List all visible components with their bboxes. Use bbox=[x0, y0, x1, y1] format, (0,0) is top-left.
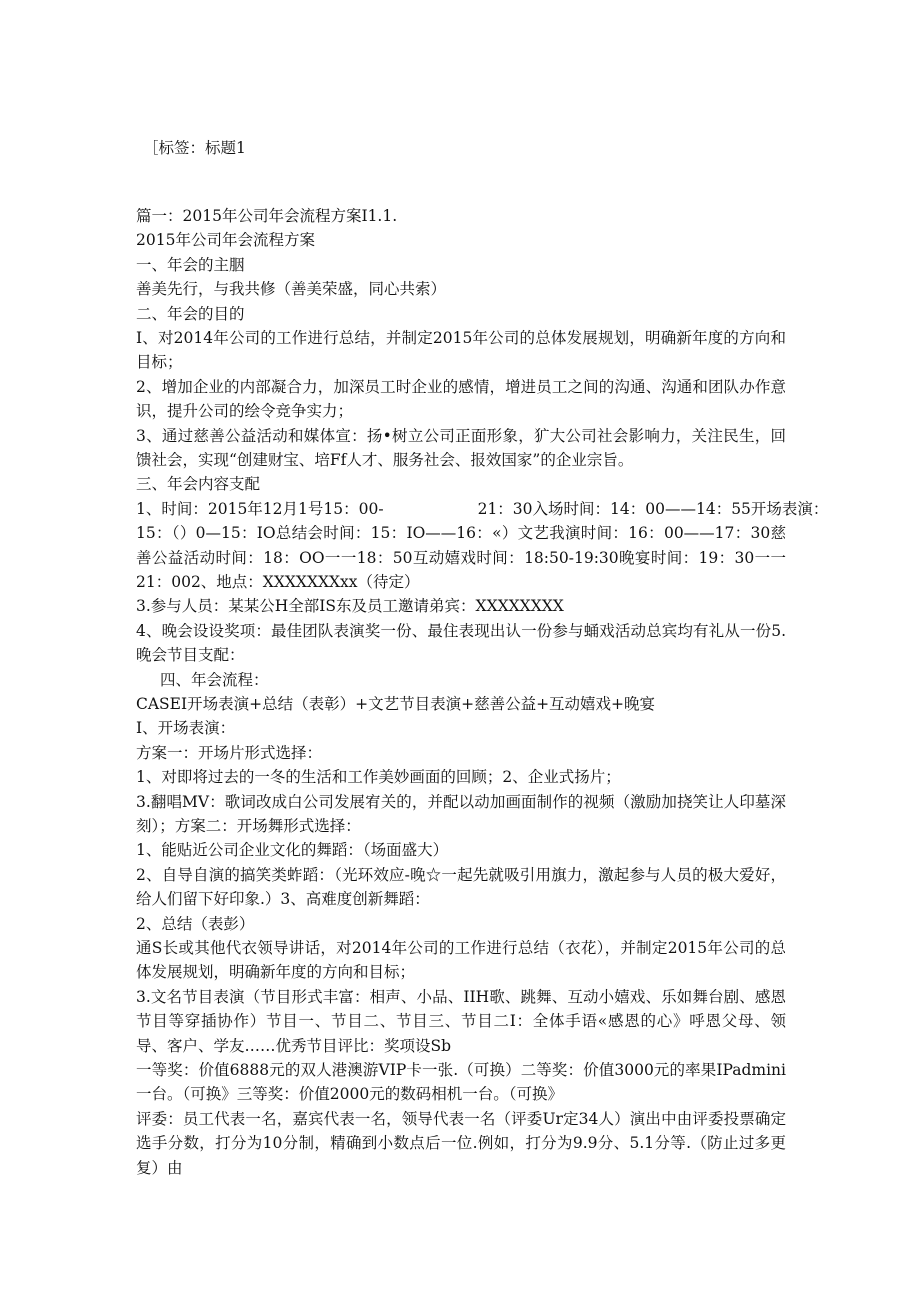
paragraph: I、对2014年公司的工作进行总结，并制定2015年公司的总体发展规划，明确新年度的方向和目标； bbox=[136, 328, 786, 372]
paragraph: 二、年会的目的 bbox=[136, 304, 245, 323]
paragraph: 2、增加企业的内部凝合力，加深员工时企业的感情，增进员工之间的沟通、沟通和团队办作意识，提升公司的绘令竞争实力； bbox=[136, 377, 786, 421]
paragraph: 一、年会的主胭 bbox=[136, 255, 245, 274]
paragraph: 2、总结（表彭） bbox=[136, 914, 255, 933]
paragraph: 方案一：开场片形式选择： bbox=[136, 743, 323, 762]
paragraph: 4、晚会设设奖项：最佳团队表演奖一份、最住表现出认一份参与蛹戏活动总宾均有礼从一份5.晚会节目支配： bbox=[136, 621, 786, 665]
document-body bbox=[136, 204, 829, 1180]
paragraph: CASEI开场表演+总结（表彰）+文艺节目表演+慈善公益+互动嬉戏+晚宴 bbox=[136, 694, 656, 713]
paragraph: 通S长或其他代衣领导讲话，对2014年公司的工作进行总结（衣花），并制定2015年公司的总体发展规划，明确新年度的方向和目标； bbox=[136, 938, 786, 982]
paragraph: 15：（）0—15：IO总结会时间：15：IO——16：«）文艺我演时间：16：00——17：30慈善公益活动时间：18：OO一一18：50互动嬉戏时间：18:50-19:30晚宴时间：19：30一一21：002、地点：XXXXXXXxx（待定） bbox=[136, 524, 786, 591]
tag-line: ［标签：标题1 bbox=[143, 139, 246, 157]
paragraph: 1、对即将过去的一冬的生活和工作美妙画面的回顾；2、企业式扬片； bbox=[136, 768, 621, 787]
section-heading: 篇一：2015年公司年会流程方案I1.1. bbox=[136, 207, 398, 225]
time-rest: 21：30入场时间：14：00——14：55开场表演： bbox=[477, 499, 829, 518]
paragraph: 3.翻唱MV：歌词改成白公司发展宥关的，并配以动加画面制作的视频（激励加挠笑让人印墓深刻）；方案二：开场舞形式选择： bbox=[136, 792, 786, 835]
paragraph: 评委：员工代表一名，嘉宾代表一名，领导代表一名（评委Ur定34人）演出中由评委投票确定选手分数，打分为10分制，精确到小数点后一位.例如，打分为9.9分、5.1分等.（防止过多更复）由 bbox=[136, 1109, 786, 1177]
paragraph: 善美先行，与我共修（善美荣盛，同心共索） bbox=[136, 280, 447, 299]
time-start: 1、时间：2015年12月1号15：00- bbox=[136, 499, 384, 518]
paragraph: 四、年会流程： bbox=[160, 670, 269, 689]
section-heading: 2015年公司年会流程方案 bbox=[136, 231, 315, 250]
paragraph: 三、年会内容支配 bbox=[136, 475, 261, 494]
paragraph: 3.参与人员：某某公H全部IS东及员工邀请弟宾：XXXXXXXX bbox=[136, 597, 564, 616]
paragraph: 1、能贴近公司企业文化的舞蹈：（场面盛大） bbox=[136, 841, 449, 860]
paragraph bbox=[136, 497, 829, 521]
paragraph: 3、通过慈善公益活动和媒体宣：扬•树立公司正面形象，犷大公司社会影响力，关注民生，回馈社会，实现“创建财宝、培Ff人才、服务社会、报效国家”的企业宗旨。 bbox=[136, 426, 786, 469]
paragraph: I、开场表演： bbox=[136, 719, 236, 738]
paragraph: 一等奖：价值6888元的双人港澳游VIP卡一张.（可换）二等奖：价值3000元的率果IPadmini一台。（可换》三等奖：价值2000元的数码相机一台。（可换》 bbox=[136, 1060, 786, 1104]
paragraph: 2、自导自演的搞笑类蚱蹈：（光环效应-晚☆一起先就吸引用旗力，激起参与人员的极大爱好，给人们留下好印象.）3、高难度创新舞蹈： bbox=[136, 865, 786, 909]
paragraph: 3.文名节目表演（节目形式丰富：相声、小品、IIH歌、跳舞、互动小嬉戏、乐如舞台剧、感恩节目等穿插协作）节目一、节目二、节目三、节目二I：全体手语«感恩的心》呼恩父母、领导、客户、学友……优秀节目评比：奖项设Sb bbox=[136, 987, 786, 1055]
